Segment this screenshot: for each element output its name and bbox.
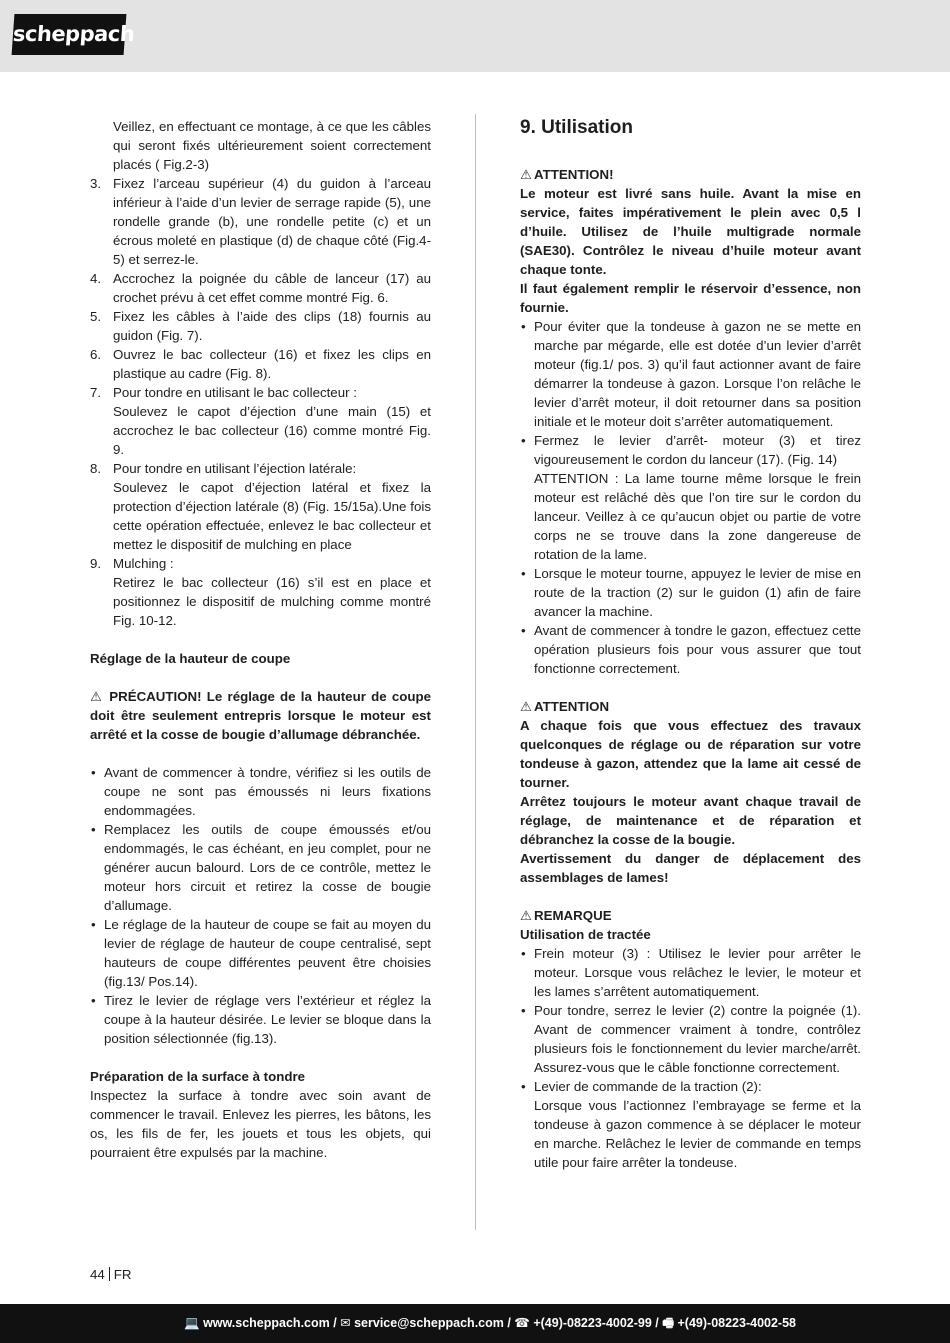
- step-8: 8. Pour tondre en utilisant l’éjection latérale: Soulevez le capot d’éjection latéral et fixez la protection d’éjection latérale (8) (Fig. 15/15a).Une fois cette opération effectuée, enlevez le bac collecteur et mettez le dispositif de mulching en place: [90, 461, 431, 552]
- list-item: • Le réglage de la hauteur de coupe se fait au moyen du levier de réglage de hauteur de coupe centralisé, sept hauteurs de coupe différentes peuvent être choisies (fig.13/ Pos.14).: [90, 915, 431, 991]
- prep-text: Inspectez la surface à tondre avec soin avant de commencer le travail. Enlevez les pierres, les bâtons, les os, les fils de fer, les jouets et tous les objets, qui pourraient être expulsés par la machine.: [90, 1088, 431, 1160]
- warning-icon: ⚠: [520, 908, 532, 923]
- warning-icon: ⚠: [90, 689, 102, 704]
- prep-heading: Préparation de la surface à tondre: [90, 1069, 306, 1084]
- step-4: 4. Accrochez la poignée du câble de lanceur (17) au crochet prévu à cet effet comme montré Fig. 6.: [90, 271, 431, 305]
- list-item: • Fermez le levier d’arrêt- moteur (3) et tirez vigoureusement le cordon du lanceur (17). (Fig. 14) ATTENTION : La lame tourne même lorsque le frein moteur est relâché dès que l’on tire sur le cordon du lanceur. Veillez à ce qu’aucun objet ou partie de votre corps ne se trouve dans la zone dangereuse de rotation de la lame.: [520, 431, 861, 564]
- brand-logo: scheppach: [12, 14, 127, 55]
- continued-text: Veillez, en effectuant ce montage, à ce que les câbles qui seront fixés ultérieurement soient correctement placés ( Fig.2-3): [113, 119, 431, 172]
- remark-heading: ⚠ REMARQUE: [520, 908, 612, 923]
- step-9: 9. Mulching : Retirez le bac collecteur (16) s’il est en place et positionnez le dispositif de mulching comme montré Fig. 10-12.: [90, 556, 431, 628]
- language-code: FR: [113, 1267, 132, 1282]
- contact-bar: [0, 1304, 950, 1343]
- section-title: 9. Utilisation: [520, 117, 633, 138]
- list-item: • Levier de commande de la traction (2): Lorsque vous l’actionnez l’embrayage se ferme et la tondeuse à gazon commence à se déplacer le moteur en marche. Relâchez le levier de commande en temps utile pour faire arrêter la tondeuse.: [520, 1077, 861, 1172]
- contact-info: 💻 www.scheppach.com / ✉ service@scheppach.com / ☎ +(49)-08223-4002-99 / 🖷 +(49)-08223-4002-58: [184, 1316, 796, 1330]
- attention-heading: ⚠ ATTENTION!: [520, 167, 614, 182]
- step-7: 7. Pour tondre en utilisant le bac collecteur : Soulevez le capot d’éjection d’une main (15) et accrochez le bac collecteur (16) comme montré Fig. 9.: [90, 385, 431, 457]
- list-item: • Pour éviter que la tondeuse à gazon ne se mette en marche par mégarde, elle est dotée d’un levier d’arrêt moteur (fig.1/ pos. 3) qu’il faut actionner avant de faire démarrer la tondeuse à gazon. Lorsque l’on relâche le levier d’arrêt moteur, il doit retourner dans sa position initiale et le moteur doit s’arrêter automatiquement.: [520, 317, 861, 431]
- column-divider: [475, 114, 476, 1230]
- warning-icon: ⚠: [520, 167, 532, 182]
- right-column: [520, 117, 861, 1172]
- attention-text-2: Il faut également remplir le réservoir d’essence, non fournie.: [520, 281, 861, 315]
- cut-height-heading: Réglage de la hauteur de coupe: [90, 651, 291, 666]
- list-item: • Pour tondre, serrez le levier (2) contre la poignée (1). Avant de commencer vraiment à tondre, contrôlez plusieurs fois le fonctionnement du levier marche/arrêt. Assurez-vous que le câble fonctionne correctement.: [520, 1001, 861, 1077]
- caution-block: ⚠ PRÉCAUTION! Le réglage de la hauteur de coupe doit être seulement entrepris lorsque le moteur est arrêté et la cosse de bougie d’allumage débranchée.: [90, 689, 431, 742]
- step-5: 5. Fixez les câbles à l’aide des clips (18) fournis au guidon (Fig. 7).: [90, 309, 431, 343]
- header-bar: [0, 0, 950, 72]
- step-6: 6. Ouvrez le bac collecteur (16) et fixez les clips en plastique au cadre (Fig. 8).: [90, 347, 431, 381]
- attention-para: Arrêtez toujours le moteur avant chaque travail de réglage, de maintenance et de réparation et débranchez la cosse de la bougie.: [520, 794, 861, 847]
- list-item: • Remplacez les outils de coupe émoussés et/ou endommagés, le cas échéant, en jeu complet, pour ne générer aucun balourd. Lors de ce contrôle, mettez le moteur hors circuit et retirez la cosse de bougie d’allumage.: [90, 820, 431, 915]
- page-footer: [90, 1265, 132, 1284]
- list-item: • Lorsque le moteur tourne, appuyez le levier de mise en route de la traction (2) sur le guidon (1) afin de faire avancer la machine.: [520, 564, 861, 621]
- warning-icon: ⚠: [520, 699, 532, 714]
- attention-text: Le moteur est livré sans huile. Avant la mise en service, faites impérativement le plein avec 0,5 l d’huile. Utilisez de l’huile multigrade normale (SAE30). Contrôlez le niveau d’huile moteur avant chaque tonte.: [520, 186, 861, 277]
- left-column: [90, 117, 431, 1162]
- list-item: • Avant de commencer à tondre le gazon, effectuez cette opération plusieurs fois pour vous assurer que tout fonctionne correctement.: [520, 621, 861, 678]
- attention-para: Avertissement du danger de déplacement des assemblages de lames!: [520, 851, 861, 885]
- list-item: • Tirez le levier de réglage vers l’extérieur et réglez la coupe à la hauteur désirée. Le levier se bloque dans la position sélectionnée (fig.13).: [90, 991, 431, 1048]
- step-3: 3. Fixez l’arceau supérieur (4) du guidon à l’arceau inférieur à l’aide d’un levier de serrage rapide (5), une rondelle grande (b), une rondelle petite (c) et un écrous moleté en plastique (d) de chaque côté (Fig.4-5) et serrez-le.: [90, 176, 431, 267]
- page-number: 44: [90, 1267, 105, 1282]
- list-item: • Frein moteur (3) : Utilisez le levier pour arrêter le moteur. Lorsque vous relâchez le levier, le moteur et les lames s’arrêtent automatiquement.: [520, 944, 861, 1001]
- list-item: • Avant de commencer à tondre, vérifiez si les outils de coupe ne sont pas émoussés ni leurs fixations endommagées.: [90, 763, 431, 820]
- attention-para: A chaque fois que vous effectuez des travaux quelconques de réglage ou de réparation sur votre tondeuse à gazon, attendez que la lame ait cessé de tourner.: [520, 718, 861, 790]
- attention-heading-2: ⚠ ATTENTION: [520, 699, 610, 714]
- remark-subheading: Utilisation de tractée: [520, 927, 651, 942]
